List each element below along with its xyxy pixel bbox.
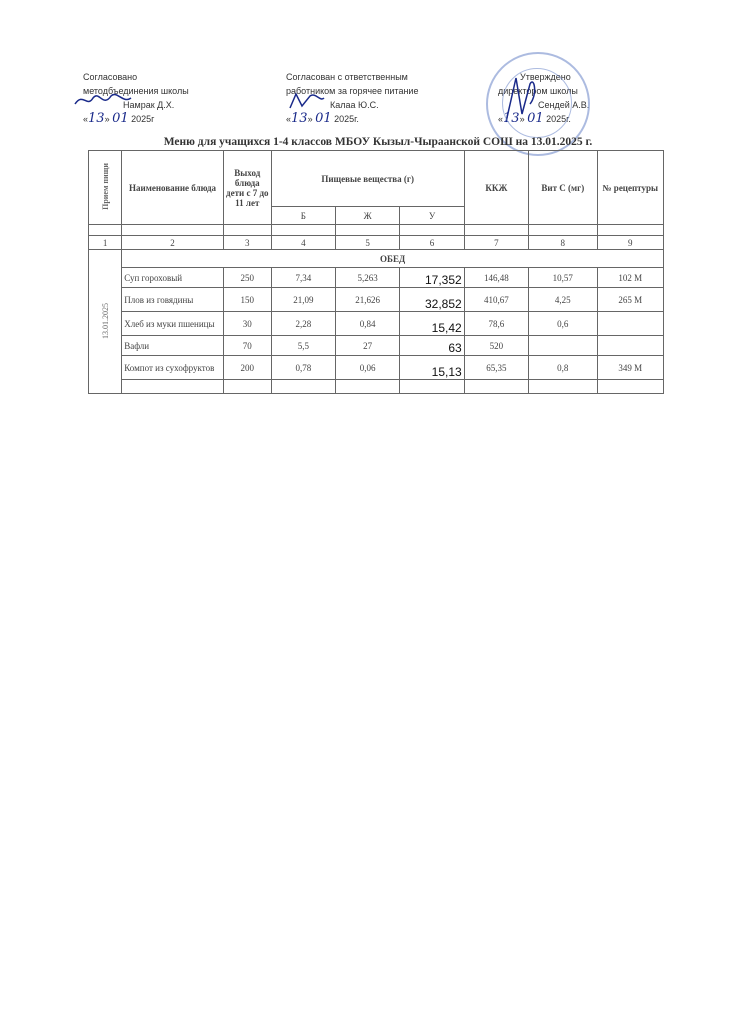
right-date-year: 2025г. (546, 114, 571, 124)
dish-name: Компот из сухофруктов (122, 356, 224, 380)
dish-b: 5,5 (271, 336, 335, 356)
table-row (89, 336, 664, 356)
approval-center (286, 70, 486, 126)
approval-center-date: «13» 01 2025г. (286, 111, 359, 126)
dish-zh: 0,06 (335, 356, 399, 380)
dish-kcal: 146,48 (464, 268, 528, 288)
subheader-b: Б (271, 207, 335, 225)
dish-u: 32,852 (400, 288, 464, 312)
col-number: 8 (529, 236, 597, 250)
table-row (89, 356, 664, 380)
approval-left (83, 70, 253, 126)
dish-kcal: 65,35 (464, 356, 528, 380)
approval-right-line-2: директором школы (498, 86, 578, 96)
dish-vit: 0,8 (529, 356, 597, 380)
dish-zh: 0,84 (335, 312, 399, 336)
subheader-zh: Ж (335, 207, 399, 225)
col-number: 6 (400, 236, 464, 250)
approval-left-line-1: Согласовано (83, 72, 138, 82)
dish-b: 21,09 (271, 288, 335, 312)
header-kcal: ККЖ (464, 151, 528, 225)
subheader-u: У (400, 207, 464, 225)
dish-kcal: 78,6 (464, 312, 528, 336)
dish-u: 15,13 (400, 356, 464, 380)
dish-recipe (597, 336, 663, 356)
center-date-year: 2025г. (334, 114, 359, 124)
dish-output: 70 (223, 336, 271, 356)
col-number: 7 (464, 236, 528, 250)
page-title: Меню для учащихся 1-4 классов МБОУ Кызыл-Чыраанской СОШ на 13.01.2025 г. (163, 136, 593, 148)
dish-recipe: 265 М (597, 288, 663, 312)
approval-center-line-1: Согласован с ответственным (286, 72, 408, 82)
center-signature-icon (286, 92, 326, 112)
section-title: ОБЕД (122, 250, 664, 268)
dish-u: 17,352 (400, 268, 464, 288)
dish-output: 30 (223, 312, 271, 336)
approval-left-line-2: методбъединения школы (83, 86, 189, 96)
dish-zh: 21,626 (335, 288, 399, 312)
dish-name: Суп гороховый (122, 268, 224, 288)
approval-right-line-3: Сендей А.В. (538, 100, 590, 110)
header-day (89, 151, 122, 225)
dish-recipe (597, 312, 663, 336)
dish-vit: 0,6 (529, 312, 597, 336)
dish-zh: 5,263 (335, 268, 399, 288)
col-number: 5 (335, 236, 399, 250)
approval-block (0, 70, 744, 145)
header-vitamin: Вит С (мг) (529, 151, 597, 225)
dish-b: 0,78 (271, 356, 335, 380)
dish-name: Хлеб из муки пшеницы (122, 312, 224, 336)
date-label: 13.01.2025 (100, 302, 110, 339)
dish-vit (529, 336, 597, 356)
numbers-row (89, 236, 664, 250)
dish-u: 15,42 (400, 312, 464, 336)
right-date-day: 13 (503, 111, 520, 126)
dish-vit: 10,57 (529, 268, 597, 288)
header-row (89, 151, 664, 207)
table-row (89, 268, 664, 288)
dish-recipe: 102 М (597, 268, 663, 288)
dish-output: 200 (223, 356, 271, 380)
menu-table (88, 150, 664, 394)
dish-kcal: 520 (464, 336, 528, 356)
dish-b: 2,28 (271, 312, 335, 336)
approval-center-line-3: Калаа Ю.С. (330, 100, 379, 110)
dish-kcal: 410,67 (464, 288, 528, 312)
dish-output: 250 (223, 268, 271, 288)
dish-zh: 27 (335, 336, 399, 356)
left-signature-icon (73, 90, 133, 110)
center-date-day: 13 (291, 111, 308, 126)
date-cell (89, 250, 122, 394)
empty-row (89, 380, 664, 394)
spacer-row (89, 225, 664, 236)
approval-left-line-3: Намрак Д.Х. (123, 100, 175, 110)
approval-left-date: «13» 01 2025г (83, 111, 155, 126)
dish-u: 63 (400, 336, 464, 356)
approval-right-date: «13» 01 2025г. (498, 111, 571, 126)
approval-right-line-1: Утверждено (520, 72, 571, 82)
dish-name: Плов из говядины (122, 288, 224, 312)
left-date-day: 13 (88, 111, 105, 126)
col-number: 1 (89, 236, 122, 250)
center-date-month: 01 (315, 111, 332, 126)
col-number: 9 (597, 236, 663, 250)
dish-output: 150 (223, 288, 271, 312)
left-date-month: 01 (112, 111, 129, 126)
dish-b: 7,34 (271, 268, 335, 288)
dish-name: Вафли (122, 336, 224, 356)
header-output: Выход блюда дети с 7 до 11 лет (223, 151, 271, 225)
table-row (89, 288, 664, 312)
header-recipe: № рецептуры (597, 151, 663, 225)
col-number: 3 (223, 236, 271, 250)
left-date-year: 2025г (131, 114, 155, 124)
header-nutrients: Пищевые вещества (г) (271, 151, 464, 207)
approval-center-line-2: работником за горячее питание (286, 86, 419, 96)
table-row (89, 312, 664, 336)
col-number: 2 (122, 236, 224, 250)
header-name: Наименование блюда (122, 151, 224, 225)
header-day-text: Прием пищи (100, 163, 110, 210)
col-number: 4 (271, 236, 335, 250)
dish-vit: 4,25 (529, 288, 597, 312)
dish-recipe: 349 М (597, 356, 663, 380)
right-date-month: 01 (527, 111, 544, 126)
section-row (89, 250, 664, 268)
